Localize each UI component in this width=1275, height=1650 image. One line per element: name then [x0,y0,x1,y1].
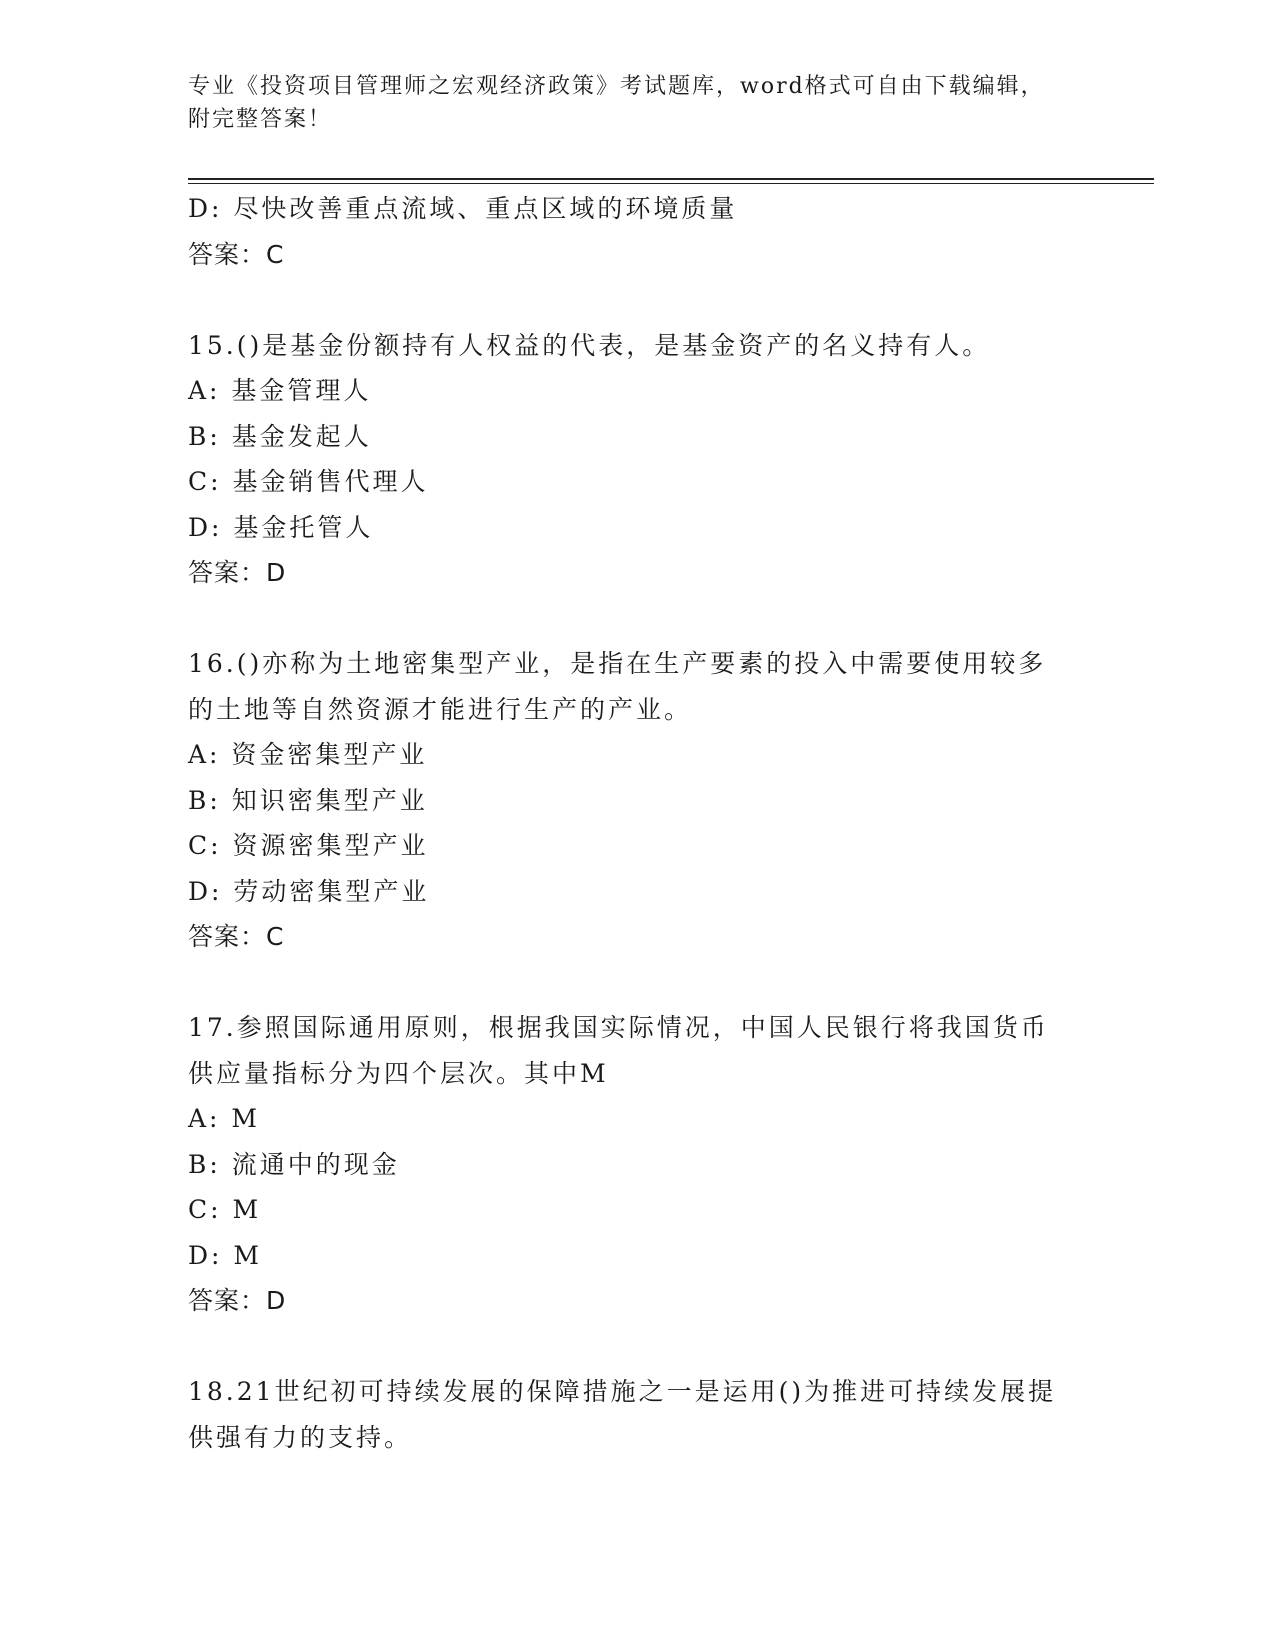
question-stem-line-1: 16.()亦称为土地密集型产业，是指在生产要素的投入中需要使用较多 [188,649,1047,678]
question-16 [188,641,1088,960]
question-stem-line-2: 供强有力的支持。 [188,1422,413,1452]
option-a: A: 资金密集型产业 [188,740,428,769]
spacer [188,277,1088,323]
question-17 [188,1005,1088,1324]
option-c: C: M [188,1195,262,1224]
answer: 答案：D [188,558,287,587]
option-b: B: 流通中的现金 [188,1149,400,1179]
option-c: C: 基金销售代理人 [188,467,429,496]
option-d: D: 尽快改善重点流域、重点区域的环境质量 [188,194,738,223]
answer: 答案：C [188,239,285,269]
option-a: A: 基金管理人 [188,376,372,405]
header-line-2: 附完整答案！ [188,107,333,132]
question-15 [188,323,1088,596]
option-b: B: 基金发起人 [188,421,372,451]
spacer [188,1324,1088,1370]
question-stem-line-2: 的土地等自然资源才能进行生产的产业。 [188,694,693,724]
question-14-tail [188,186,1088,277]
question-stem: 15.()是基金份额持有人权益的代表，是基金资产的名义持有人。 [188,330,991,360]
spacer [188,596,1088,642]
option-b: B: 知识密集型产业 [188,785,428,815]
option-d: D: M [188,1240,263,1270]
answer: 答案：C [188,922,285,951]
question-list [188,186,1088,1460]
header-rule-thin [188,183,1154,184]
spacer [188,960,1088,1006]
question-stem-line-1: 18.21世纪初可持续发展的保障措施之一是运用()为推进可持续发展提 [188,1377,1057,1406]
option-d: D: 基金托管人 [188,512,374,542]
question-stem-line-2: 供应量指标分为四个层次。其中M [188,1058,609,1088]
question-stem-line-1: 17.参照国际通用原则，根据我国实际情况，中国人民银行将我国货币 [188,1013,1049,1042]
header-rule-thick [188,178,1154,180]
answer: 答案：D [188,1286,287,1315]
option-a: A: M [188,1104,261,1133]
option-c: C: 资源密集型产业 [188,831,429,860]
question-18 [188,1369,1088,1460]
option-d: D: 劳动密集型产业 [188,876,430,906]
header-line-1: 专业《投资项目管理师之宏观经济政策》考试题库，word格式可自由下载编辑， [188,74,1045,99]
document-header [188,70,1088,136]
